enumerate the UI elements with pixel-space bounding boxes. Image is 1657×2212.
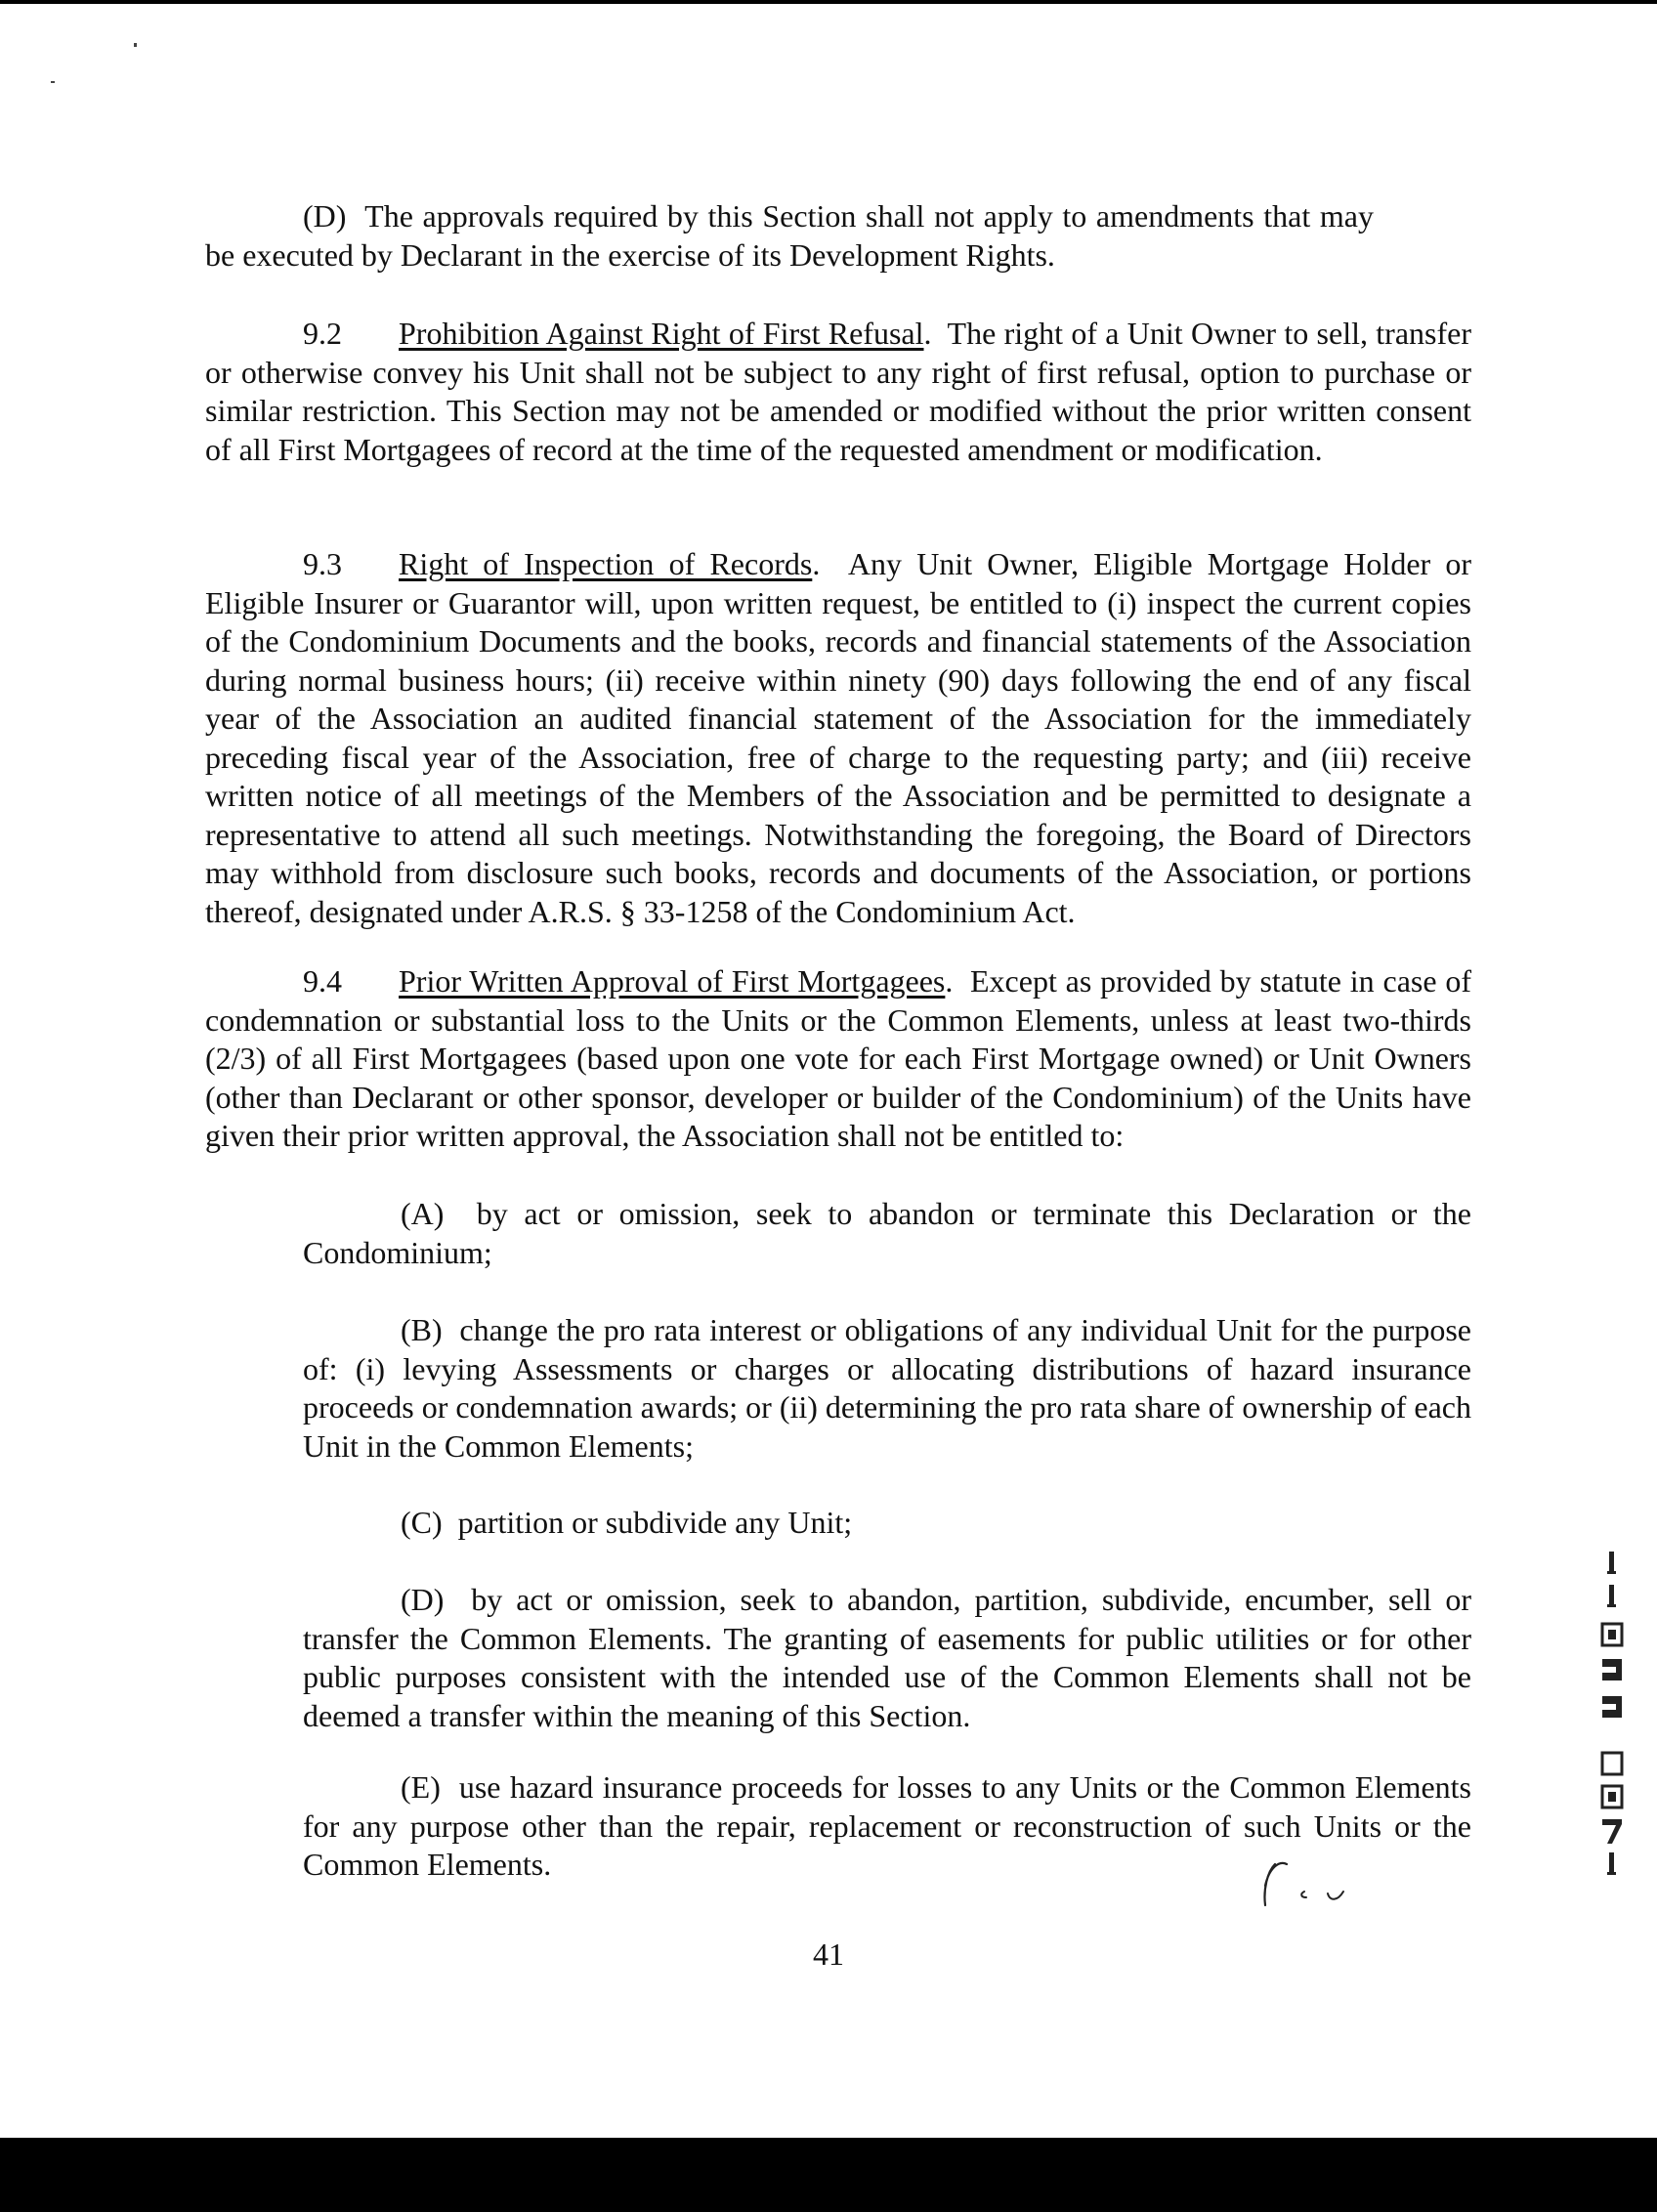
scan-bottom-edge: [0, 2138, 1657, 2212]
item-text: by act or omission, seek to abandon or terminate this Declaration or the Condominium;: [303, 1196, 1472, 1270]
scan-top-edge: [0, 0, 1657, 4]
section-text: Any Unit Owner, Eligible Mortgage Holder or Eligible Insurer or Guarantor will, upon written request, be entitled to (i) inspect the current copies of the Condominium Documents and the books, records and financial statements of the Association during normal business hours; (ii) receive within ninety (90) days following the end of any fiscal year of the Association an audited financial statement of the Association for the immediately preceding fiscal year of the Association, free of charge to the requesting party; and (iii) receive written notice of all meetings of the Members of the Association and be permitted to designate a representative to attend all such meetings. Notwithstanding the foregoing, the Board of Directors may withhold from disclosure such books, records and documents of the Association, or portions thereof, designated under A.R.S. § 33-1258 of the Condominium Act.: [205, 546, 1472, 929]
item-text: use hazard insurance proceeds for losses to any Units or the Common Elements for any purpose other than the repair, replacement or reconstruction of such Units or the Common Elements.: [303, 1769, 1472, 1882]
recording-stamp: [1596, 1552, 1628, 1884]
handwritten-initials: [1253, 1847, 1371, 1925]
section-number: 9.3: [303, 546, 342, 581]
item-b: [303, 1311, 1471, 1466]
item-label: (D): [303, 198, 347, 234]
item-a: [303, 1195, 1471, 1272]
section-9-4: 9.4 Prior Written Approval of First Mortgagees. Except as provided by statute in case of condemnation or substantial loss to the Units or the Common Elements, unless at least two-thirds (2/3) of all First Mortgagees (based upon one vote for each First Mortgage owned) or Unit Owners (other than Declarant or other sponsor, developer or builder of the Condominium) of the Units have given their prior written approval, the Association shall not be entitled to:: [205, 963, 1472, 1153]
section-text: The right of a Unit Owner to sell, transfer or otherwise convey his Unit shall not be subject to any right of first refusal, option to purchase or similar restriction. This Section may not be amended or modified without the prior written consent of all First Mortgagees of record at the time of the requested amendment or modification.: [205, 316, 1472, 467]
item-label: (B): [401, 1312, 443, 1347]
section-9-2: 9.2 Prohibition Against Right of First Refusal. The right of a Unit Owner to sell, transfer or otherwise convey his Unit shall not be subject to any right of first refusal, option to purchase or similar restriction. This Section may not be amended or modified without the prior written consent of all First Mortgagees of record at the time of the requested amendment or modification.: [205, 316, 1472, 467]
item-text: change the pro rata interest or obligations of any individual Unit for the purpose of: (i) levying Assessments or charges or allocating distributions of hazard insurance proceeds or condemnation awards; or (ii) determining the pro rata share of ownership of each Unit in the Common Elements;: [303, 1312, 1472, 1464]
item-label: (D): [401, 1582, 445, 1617]
section-heading: Prohibition Against Right of First Refusal: [399, 316, 924, 351]
scan-speck: [134, 43, 137, 47]
page-number: 41: [813, 1936, 844, 1972]
item-d: [303, 1581, 1471, 1735]
item-c: [303, 1504, 1471, 1543]
item-text: partition or subdivide any Unit;: [457, 1505, 853, 1540]
section-heading: Right of Inspection of Records: [399, 546, 813, 581]
section-text: Except as provided by statute in case of condemnation or substantial loss to the Units or the Common Elements, unless at least two-thirds (2/3) of all First Mortgagees (based upon one vote for each First Mortgage owned) or Unit Owners (other than Declarant or other sponsor, developer or builder of the Condominium) of the Units have given their prior written approval, the Association shall not be entitled to:: [205, 963, 1472, 1153]
section-9-3: 9.3 Right of Inspection of Records. Any Unit Owner, Eligible Mortgage Holder or Eligible Insurer or Guarantor will, upon written request, be entitled to (i) inspect the current copies of the Condominium Documents and the books, records and financial statements of the Association during normal business hours; (ii) receive within ninety (90) days following the end of any fiscal year of the Association an audited financial statement of the Association for the immediately preceding fiscal year of the Association, free of charge to the requesting party; and (iii) receive written notice of all meetings of the Members of the Association and be permitted to designate a representative to attend all such meetings. Notwithstanding the foregoing, the Board of Directors may withhold from disclosure such books, records and documents of the Association, or portions thereof, designated under A.R.S. § 33-1258 of the Condominium Act.: [205, 546, 1472, 929]
section-heading: Prior Written Approval of First Mortgagees: [399, 963, 946, 999]
section-number: 9.2: [303, 316, 342, 351]
scan-speck: [51, 81, 55, 83]
item-label: (E): [401, 1769, 441, 1805]
item-label: (C): [401, 1505, 443, 1540]
item-text: The approvals required by this Section shall not apply to amendments that may be executed by Declarant in the exercise of its Development Rights.: [205, 198, 1375, 273]
paragraph-9-1-d-block: [205, 197, 1374, 275]
section-number: 9.4: [303, 963, 342, 999]
item-label: (A): [401, 1196, 445, 1231]
item-text: by act or omission, seek to abandon, partition, subdivide, encumber, sell or transfer the Common Elements. The granting of easements for public utilities or for other public purposes consistent with the intended use of the Common Elements shall not be deemed a transfer within the meaning of this Section.: [303, 1582, 1472, 1733]
